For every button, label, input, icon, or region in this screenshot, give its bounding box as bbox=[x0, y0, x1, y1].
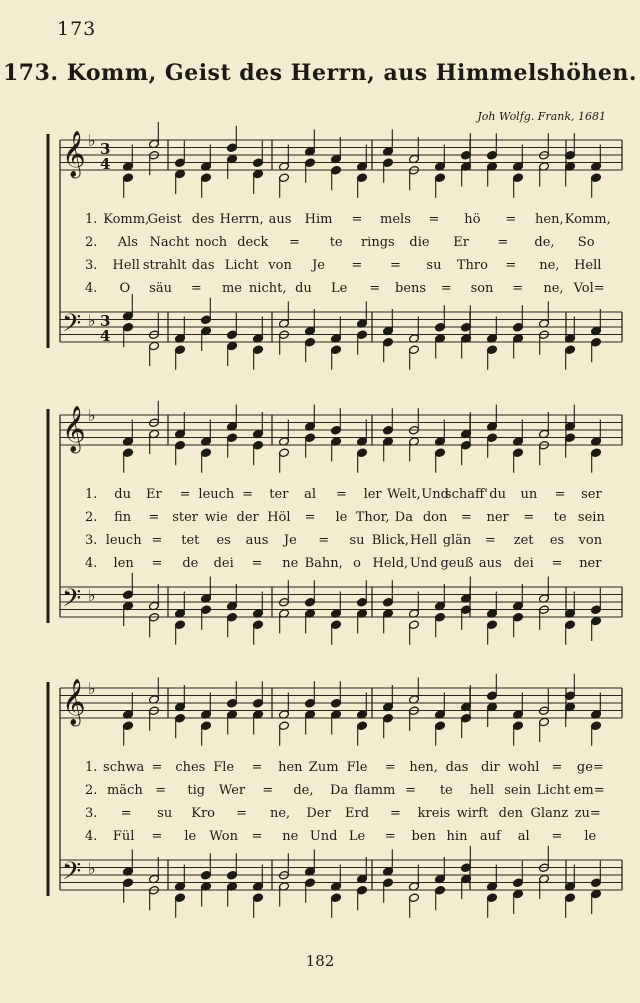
lyric-syllable: te bbox=[439, 783, 453, 798]
lyric-syllable: Le bbox=[348, 829, 366, 844]
lyric-syllable: = bbox=[440, 281, 452, 296]
lyric-syllable: ben bbox=[411, 829, 436, 844]
lyric-syllable: ser bbox=[581, 487, 602, 502]
lyric-syllable: rings bbox=[360, 235, 395, 250]
lyric-syllable: = bbox=[484, 533, 496, 548]
lyric-syllable: noch bbox=[195, 235, 228, 250]
lyric-syllable: de, bbox=[534, 235, 555, 250]
lyric-syllable: schaff' bbox=[444, 487, 488, 502]
lyric-syllable: = bbox=[120, 806, 132, 821]
lyric-line bbox=[85, 760, 615, 782]
lyric-syllable: leuch bbox=[198, 487, 235, 502]
verse-number: 3. bbox=[85, 258, 98, 273]
lyric-syllable: le bbox=[584, 829, 597, 844]
lyric-syllable: son bbox=[470, 281, 494, 296]
lyric-syllable: strahlt bbox=[142, 258, 187, 273]
treble-clef-icon: 𝄞 bbox=[62, 679, 86, 725]
verse-number: 3. bbox=[85, 533, 98, 548]
lyric-syllable: aus bbox=[245, 533, 269, 548]
lyric-syllable: Fül bbox=[112, 829, 135, 844]
lyric-syllable: Je bbox=[283, 533, 297, 548]
lyric-syllable: kreis bbox=[417, 806, 451, 821]
lyric-syllable: Als bbox=[117, 235, 138, 250]
lyric-syllable: Da bbox=[394, 510, 413, 525]
lyric-syllable: ter bbox=[269, 487, 289, 502]
lyric-syllable: = bbox=[512, 281, 524, 296]
lyric-syllable: tet bbox=[181, 533, 200, 548]
flat-icon: ♭ bbox=[88, 859, 96, 878]
lyric-syllable: = bbox=[505, 258, 517, 273]
lyric-syllable: Licht bbox=[536, 783, 571, 798]
lyric-syllable: du bbox=[114, 487, 131, 502]
time-signature-bottom: 4 bbox=[100, 155, 111, 173]
lyric-syllable: = bbox=[497, 235, 509, 250]
lyric-syllable: aus bbox=[268, 212, 292, 227]
lyric-syllable: = bbox=[251, 556, 263, 571]
lyric-syllable: le bbox=[335, 510, 348, 525]
lyric-syllable: = bbox=[551, 829, 563, 844]
lyric-syllable: hen, bbox=[409, 760, 438, 775]
lyric-syllable: wie bbox=[204, 510, 228, 525]
lyric-syllable: su bbox=[157, 806, 173, 821]
lyric-syllable: Erd bbox=[344, 806, 370, 821]
verse-number: 4. bbox=[85, 281, 98, 296]
lyric-syllable: Blick, bbox=[371, 533, 409, 548]
time-signature-top: 3 bbox=[100, 140, 111, 158]
lyric-syllable: = bbox=[428, 212, 440, 227]
lyric-syllable: = bbox=[304, 510, 316, 525]
lyric-syllable: Und bbox=[409, 556, 438, 571]
flat-icon: ♭ bbox=[88, 586, 96, 605]
lyric-syllable: = bbox=[289, 235, 300, 250]
lyric-syllable: Wer bbox=[218, 783, 246, 798]
lyric-syllable: zu= bbox=[574, 806, 601, 821]
lyric-syllable: Hell bbox=[574, 258, 602, 273]
treble-clef-icon: 𝄞 bbox=[62, 131, 86, 177]
lyric-syllable: ne, bbox=[539, 258, 560, 273]
note-group bbox=[123, 846, 602, 918]
lyric-syllable: Nacht bbox=[149, 235, 190, 250]
lyric-syllable: len bbox=[113, 556, 134, 571]
verse-number: 1. bbox=[85, 487, 98, 502]
lyric-syllable: flamm bbox=[354, 783, 396, 798]
lyric-syllable: = bbox=[251, 829, 263, 844]
lyric-syllable: leuch bbox=[105, 533, 142, 548]
lyric-syllable: dei bbox=[513, 556, 534, 571]
lyric-syllable: Him bbox=[304, 212, 333, 227]
lyric-syllable: ner bbox=[579, 556, 602, 571]
lyric-syllable: = bbox=[351, 212, 363, 227]
lyric-syllable: ler bbox=[363, 487, 382, 502]
lyric-line bbox=[85, 829, 615, 851]
lyric-syllable: le bbox=[184, 829, 197, 844]
flat-icon: ♭ bbox=[88, 406, 96, 425]
lyric-syllable: = bbox=[390, 806, 401, 821]
lyric-syllable: bens bbox=[395, 281, 427, 296]
lyric-syllable: hen, bbox=[535, 212, 564, 227]
treble-clef-icon: 𝄞 bbox=[62, 406, 86, 452]
lyric-syllable: ne bbox=[282, 556, 299, 571]
lyric-line bbox=[85, 258, 615, 280]
lyric-syllable: deck bbox=[237, 235, 269, 250]
lyric-syllable: te bbox=[329, 235, 343, 250]
lyric-syllable: Licht bbox=[224, 258, 259, 273]
lyric-syllable: su bbox=[426, 258, 442, 273]
lyric-syllable: su bbox=[349, 533, 365, 548]
lyric-syllable: Herrn, bbox=[219, 212, 264, 227]
lyric-syllable: Komm, bbox=[564, 212, 611, 227]
lyric-syllable: tig bbox=[187, 783, 206, 798]
hymn-title: 173. Komm, Geist des Herrn, aus Himmelshöhen. bbox=[2, 60, 638, 86]
lyric-syllable: dei bbox=[213, 556, 234, 571]
lyric-syllable: ner bbox=[486, 510, 509, 525]
lyric-syllable: = bbox=[369, 281, 381, 296]
lyric-line bbox=[85, 510, 615, 532]
lyric-syllable: du bbox=[295, 281, 312, 296]
lyric-syllable: = bbox=[236, 806, 248, 821]
lyric-syllable: = bbox=[262, 783, 274, 798]
lyric-syllable: schwa bbox=[103, 760, 145, 775]
lyric-syllable: = bbox=[390, 258, 401, 273]
lyric-syllable: Geist bbox=[147, 212, 182, 227]
lyric-syllable: Glanz bbox=[530, 806, 569, 821]
lyric-syllable: = bbox=[405, 783, 417, 798]
lyric-syllable: wirft bbox=[456, 806, 489, 821]
lyric-syllable: Thro bbox=[456, 258, 488, 273]
lyric-syllable: em= bbox=[573, 783, 605, 798]
lyric-syllable: o bbox=[353, 556, 361, 571]
hymn-attribution: Joh Wolfg. Frank, 1681 bbox=[477, 110, 606, 123]
lyric-syllable: von bbox=[578, 533, 603, 548]
lyric-line bbox=[85, 783, 615, 805]
lyric-syllable: das bbox=[191, 258, 215, 273]
lyric-syllable: zet bbox=[513, 533, 534, 548]
lyric-line bbox=[85, 487, 615, 509]
lyric-syllable: = bbox=[179, 487, 191, 502]
lyric-syllable: dir bbox=[480, 760, 500, 775]
lyric-syllable: du bbox=[489, 487, 506, 502]
lyric-syllable: = bbox=[151, 829, 163, 844]
lyric-syllable: aus bbox=[478, 556, 502, 571]
lyric-syllable: = bbox=[151, 533, 163, 548]
flat-icon: ♭ bbox=[88, 311, 96, 330]
lyric-syllable: auf bbox=[479, 829, 501, 844]
lyric-line bbox=[85, 806, 615, 828]
lyric-syllable: don bbox=[422, 510, 448, 525]
time-signature-bottom: 4 bbox=[100, 327, 111, 345]
lyric-syllable: O bbox=[119, 281, 131, 296]
lyric-syllable: ches bbox=[175, 760, 206, 775]
lyric-syllable: Fle bbox=[346, 760, 368, 775]
lyric-syllable: Won bbox=[209, 829, 238, 844]
lyric-syllable: des bbox=[191, 212, 215, 227]
lyric-syllable: = bbox=[384, 829, 396, 844]
lyric-line bbox=[85, 235, 615, 257]
lyric-syllable: Je bbox=[312, 258, 325, 273]
flat-icon: ♭ bbox=[88, 679, 96, 698]
lyric-syllable: = bbox=[505, 212, 517, 227]
lyric-syllable: hen bbox=[278, 760, 303, 775]
note-group bbox=[123, 294, 602, 370]
lyric-syllable: = bbox=[351, 258, 363, 273]
lyric-syllable: = bbox=[335, 487, 347, 502]
lyric-syllable: ge= bbox=[576, 760, 604, 775]
lyric-syllable: al bbox=[304, 487, 317, 502]
treble-staff bbox=[60, 131, 622, 179]
footer-page-number: 182 bbox=[305, 952, 335, 970]
verse-number: 3. bbox=[85, 806, 98, 821]
lyric-syllable: Vol= bbox=[573, 281, 605, 296]
lyric-syllable: = bbox=[251, 760, 263, 775]
lyric-syllable: Zum bbox=[308, 760, 339, 775]
lyric-syllable: me bbox=[221, 281, 243, 296]
bass-clef-icon: 𝄢 bbox=[62, 857, 82, 892]
bass-clef-icon: 𝄢 bbox=[62, 584, 82, 619]
lyric-syllable: = bbox=[155, 783, 167, 798]
lyric-syllable: hö bbox=[464, 212, 481, 227]
lyric-line bbox=[85, 533, 615, 555]
lyric-syllable: glän bbox=[442, 533, 472, 548]
lyric-syllable: ne, bbox=[543, 281, 564, 296]
lyric-syllable: Welt, bbox=[387, 487, 421, 502]
lyric-syllable: mels bbox=[380, 212, 411, 227]
page-number: 173 bbox=[57, 18, 97, 40]
lyric-syllable: es bbox=[549, 533, 565, 548]
lyric-syllable: al bbox=[517, 829, 530, 844]
lyric-line bbox=[85, 212, 615, 234]
lyric-syllable: = bbox=[151, 556, 163, 571]
note-group bbox=[123, 674, 602, 746]
lyric-syllable: wohl bbox=[507, 760, 540, 775]
lyric-syllable: Kro bbox=[191, 806, 216, 821]
lyric-syllable: = bbox=[190, 281, 202, 296]
lyric-syllable: de, bbox=[293, 783, 314, 798]
lyric-syllable: den bbox=[498, 806, 524, 821]
lyric-syllable: Fle bbox=[213, 760, 235, 775]
lyric-line bbox=[85, 281, 615, 303]
lyric-syllable: = bbox=[384, 760, 396, 775]
bass-staff bbox=[60, 309, 622, 345]
lyric-syllable: von bbox=[268, 258, 292, 273]
lyric-line bbox=[85, 556, 615, 578]
lyric-syllable: fin bbox=[114, 510, 132, 525]
lyric-syllable: hin bbox=[446, 829, 468, 844]
lyric-syllable: sein bbox=[504, 783, 532, 798]
lyric-syllable: = bbox=[151, 760, 163, 775]
lyric-syllable: nicht, bbox=[248, 281, 287, 296]
lyric-syllable: sein bbox=[577, 510, 605, 525]
lyric-syllable: So bbox=[577, 235, 595, 250]
lyric-syllable: Höl bbox=[267, 510, 291, 525]
lyric-syllable: un bbox=[520, 487, 538, 502]
verse-number: 1. bbox=[85, 760, 98, 775]
lyric-syllable: Da bbox=[330, 783, 349, 798]
lyric-syllable: Und bbox=[309, 829, 338, 844]
lyric-syllable: die bbox=[409, 235, 430, 250]
lyric-syllable: = bbox=[551, 556, 563, 571]
lyric-syllable: = bbox=[148, 510, 160, 525]
lyric-syllable: Komm, bbox=[103, 212, 150, 227]
lyric-syllable: ster bbox=[172, 510, 199, 525]
lyric-syllable: säu bbox=[149, 281, 172, 296]
lyric-syllable: Hell bbox=[112, 258, 140, 273]
lyric-syllable: te bbox=[553, 510, 567, 525]
lyric-syllable: geuß bbox=[440, 556, 474, 571]
verse-number: 1. bbox=[85, 212, 98, 227]
lyric-syllable: ne, bbox=[269, 806, 291, 821]
lyric-syllable: de bbox=[182, 556, 199, 571]
bass-clef-icon: 𝄢 bbox=[62, 309, 82, 344]
lyric-syllable: = bbox=[551, 760, 563, 775]
verse-number: 2. bbox=[85, 510, 98, 525]
lyric-syllable: Hell bbox=[409, 533, 438, 548]
lyric-syllable: Er bbox=[146, 487, 162, 502]
lyric-syllable: = bbox=[318, 533, 330, 548]
lyric-syllable: = bbox=[242, 487, 254, 502]
lyric-syllable: = bbox=[460, 510, 472, 525]
flat-icon: ♭ bbox=[88, 131, 96, 150]
note-group bbox=[123, 573, 602, 645]
lyric-syllable: der bbox=[236, 510, 259, 525]
lyric-syllable: Der bbox=[306, 806, 331, 821]
lyric-syllable: Und bbox=[421, 487, 449, 502]
lyric-syllable: Er bbox=[453, 235, 470, 250]
lyric-syllable: = bbox=[523, 510, 535, 525]
verse-number: 2. bbox=[85, 235, 98, 250]
lyric-syllable: Le bbox=[330, 281, 348, 296]
lyric-syllable: Held, bbox=[372, 556, 409, 571]
lyric-syllable: = bbox=[554, 487, 566, 502]
note-group bbox=[123, 122, 602, 198]
lyric-syllable: ne bbox=[282, 829, 299, 844]
lyric-syllable: Bahn, bbox=[304, 556, 343, 571]
time-signature-top: 3 bbox=[100, 312, 111, 330]
verse-number: 4. bbox=[85, 829, 98, 844]
lyric-syllable: hell bbox=[469, 783, 495, 798]
note-group bbox=[123, 401, 602, 473]
lyric-syllable: mäch bbox=[106, 783, 143, 798]
verse-number: 2. bbox=[85, 783, 98, 798]
lyric-syllable: es bbox=[216, 533, 231, 548]
verse-number: 4. bbox=[85, 556, 98, 571]
lyric-syllable: das bbox=[445, 760, 469, 775]
lyric-syllable: Thor, bbox=[355, 510, 390, 525]
